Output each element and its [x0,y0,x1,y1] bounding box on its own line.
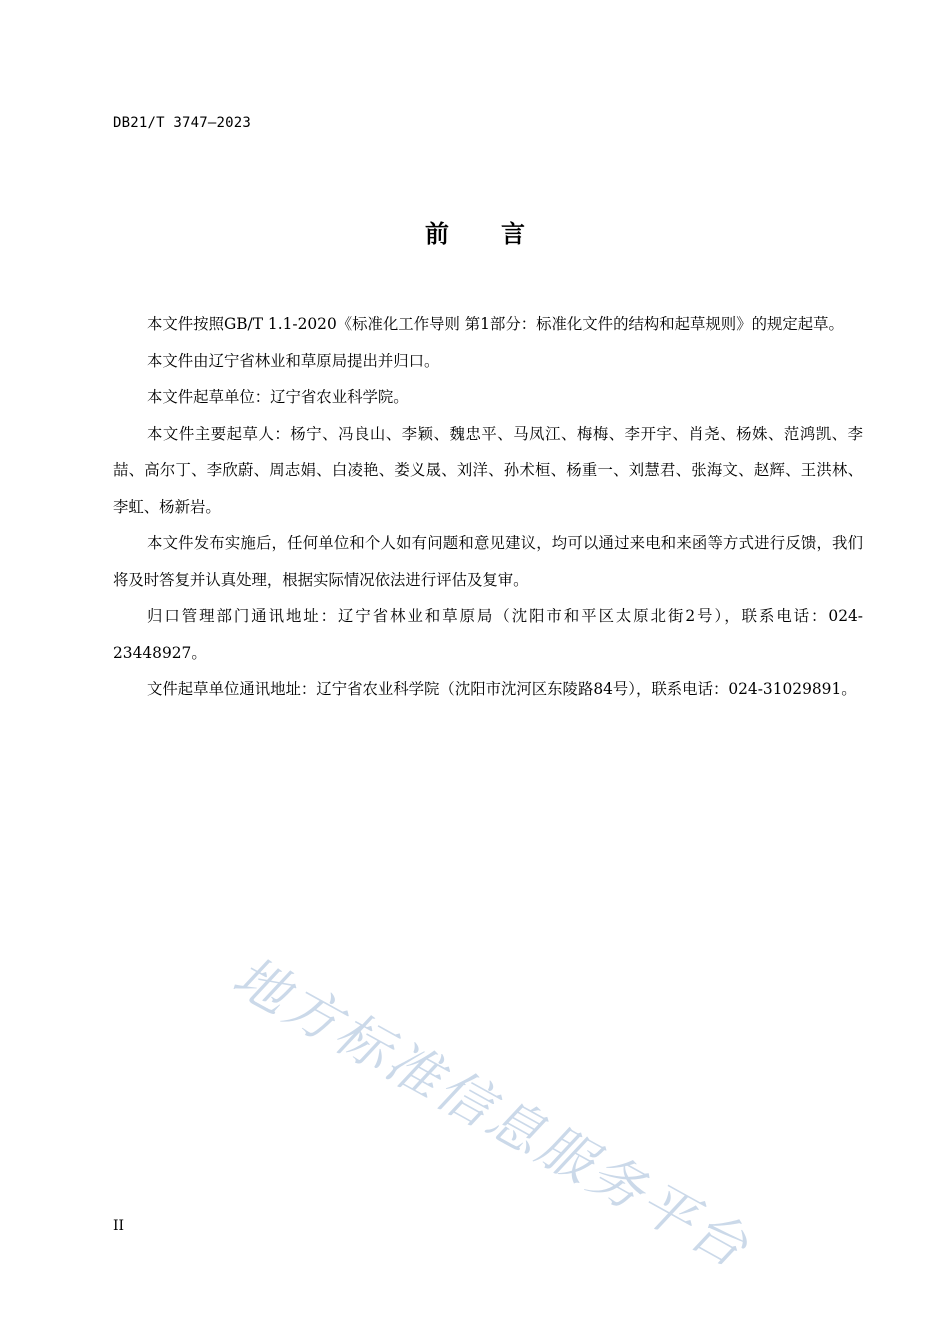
paragraph-feedback: 本文件发布实施后，任何单位和个人如有问题和意见建议，均可以通过来电和来函等方式进行反馈，我们将及时答复并认真处理，根据实际情况依法进行评估及复审。 [113,534,863,589]
page-title [0,214,950,249]
paragraph-drafting-rules: 本文件按照GB/T 1.1-2020《标准化工作导则 第1部分：标准化文件的结构和起草规则》的规定起草。 [147,315,844,333]
foreword-body [113,306,863,708]
paragraph-drafters: 本文件主要起草人：杨宁、冯良山、李颖、魏忠平、马凤江、梅梅、李开宇、肖尧、杨姝、范鸿凯、李喆、高尔丁、李欣蔚、周志娟、白凌艳、娄义晟、刘洋、孙术桓、杨重一、刘慧君、张海文、赵辉、王洪林、李虹、杨新岩。 [113,424,863,516]
paragraph-proposer: 本文件由辽宁省林业和草原局提出并归口。 [147,351,440,370]
title-char-1: 前 [425,220,449,248]
paragraph-drafting-unit: 本文件起草单位：辽宁省农业科学院。 [147,388,409,406]
paragraph-admin-address: 归口管理部门通讯地址：辽宁省林业和草原局（沈阳市和平区太原北街2号），联系电话：024-23448927。 [113,607,863,662]
paragraph-drafter-address: 文件起草单位通讯地址：辽宁省农业科学院（沈阳市沈河区东陵路84号），联系电话：024-31029891。 [147,680,857,698]
watermark: 地方标准信息服务平台 [222,944,761,1281]
document-code: DB21/T 3747—2023 [113,115,252,131]
title-char-2: 言 [501,220,525,248]
page-number: II [113,1218,125,1234]
